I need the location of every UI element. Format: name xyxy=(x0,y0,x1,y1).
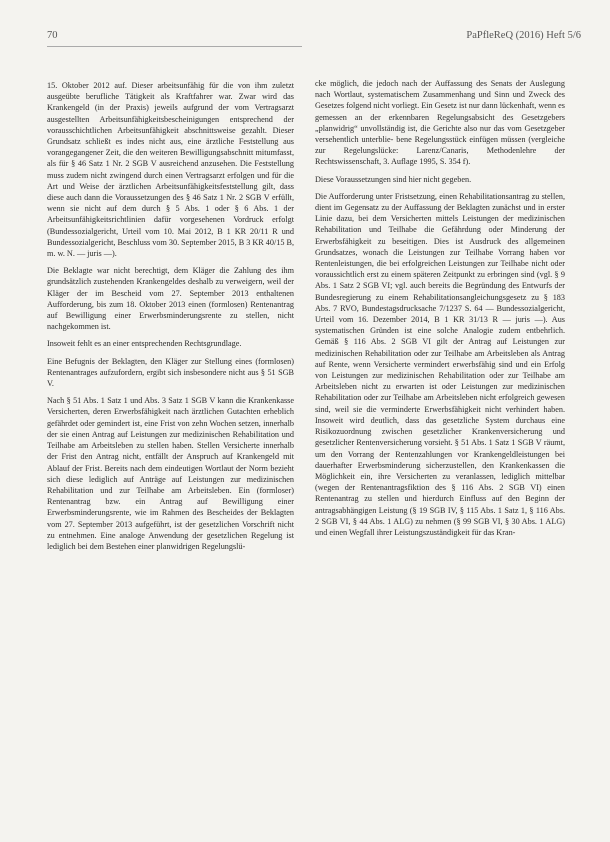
paragraph: Nach § 51 Abs. 1 Satz 1 und Abs. 3 Satz 1 SGB V kann die Krankenkasse Versicherten, deren Erwerbsfähigkeit nach ärztlichen Gutachten erheblich gefährdet oder gemindert ist, eine Frist von zehn Wochen setzen, innerhalb der sie einen Antrag auf Leistungen zur medizinischen Rehabilitation und Teilhabe am Arbeitsleben zu stellen haben. Stellen Versicherte innerhalb der Frist den Antrag nicht, entfällt der Anspruch auf Krankengeld mit Ablauf der Frist. Bereits nach dem eindeutigen Wortlaut der Norm bezieht sich diese lediglich auf Anträge auf Leistungen zur medizinischen Rehabilitation und zur Teilhabe am Arbeitsleben. Ein (formloser) Rentenantrag bzw. ein Antrag auf Bewilligung einer Erwerbsminderungsrente, wie im Rahmen des Bescheides der Beklagten vom 27. September 2013 aufgeführt, ist der gesetzlichen Vorschrift nicht zu entnehmen. Eine analoge Anwendung der gesetzlichen Regelung ist lediglich bei dem Bestehen einer planwidrigen Regelungslü- xyxy=(47,396,294,551)
left-column xyxy=(47,80,294,558)
paragraph: cke möglich, die jedoch nach der Auffassung des Senats der Auslegung nach Wortlaut, systematischem Zusammenhang und Sinn und Zweck des Gesetzes folgend nicht vorliegt. Ein Gesetz ist nur dann lückenhaft, wenn es gemessen an der erkennbaren Regelungsabsicht des Gesetzgebers „planwidrig“ unvollständig ist, die Gerichte also nur das vom Gesetzgeber versehentlich unterblie- bene Regelungsstück einfügen müssen (vergleiche zur Regelungslücke: Larenz/Canaris, Methodenlehre der Rechtswissenschaft, 3. Auflage 1995, S. 354 f). xyxy=(315,79,565,167)
paragraph: Eine Befugnis der Beklagten, den Kläger zur Stellung eines (formlosen) Rentenantrages aufzufordern, ergibt sich insbesondere nicht aus § 51 SGB V. xyxy=(47,356,294,389)
page-number: 70 xyxy=(47,30,58,41)
journal-info: PaPfleReQ (2016) Heft 5/6 xyxy=(466,30,581,41)
paragraph: Die Aufforderung unter Fristsetzung, einen Rehabilitationsantrag zu stellen, dient im Gegensatz zu der Auffassung der Beklagten zunächst und in erster Linie dazu, bei dem Versicherten mittels Leistungen der medizinischen Rehabilitation und Teilhabe die Gefährdung oder Minderung der Erwerbsfähigkeit zu beseitigen. Dies ist Ausdruck des allgemeinen Grundsatzes, wonach die Leistungen zur Teilhabe Vorrang haben vor Rentenleistungen, die bei erfolgreichen Leistungen zur Teilhabe nicht oder voraussichtlich erst zu einem späteren Zeitpunkt zu erbringen sind (vgl. § 9 Abs. 1 Satz 2 SGB VI; vgl. auch bereits die Begründung des Entwurfs der Bundesregierung zu einem Rehabilitationsangleichungsgesetz zu § 183 Abs. 7 RVO, Bundestagsdrucksache 7/1237 S. 64 — Bundessozialgericht, Urteil vom 16. Dezember 2014, B 1 KR 31/13 R — juris —). Aus systematischen Gründen ist eine solche Analogie zudem entbehrlich. Gemäß § 116 Abs. 2 SGB VI gilt der Antrag auf Leistungen zur medizinischen Rehabilitation oder zur Teilhabe am Arbeitsleben als Antrag auf Rente, wenn Versicherte vermindert erwerbsfähig sind und ein Erfolg von Leistungen zur medizinischen Rehabilitation oder zur Teilhabe am Arbeitsleben nicht zu erwarten ist oder Leistungen zur medizinischen Rehabilitation oder zur Teilhabe am Arbeitsleben nicht erfolgreich gewesen sind, weil sie die verminderte Erwerbsfähigkeit nicht verhindert haben. Insoweit wird deutlich, dass das gesetzliche System durchaus eine Risikozuordnung zwischen gesetzlicher Krankenversicherung und gesetzlicher Rentenversicherung vorsieht. § 51 Abs. 1 Satz 1 SGB V räumt, um den Vorrang der Rentenzahlungen vor Krankengeldleistungen bei dauerhafter Erwerbsminderung sicherzustellen, den Krankenkassen die Möglichkeit ein, ihre Versicherten zu veranlassen, lediglich mittelbar (wegen der Rentenantragsfiktion des § 116 Abs. 2 SGB VI) einen Rentenantrag zu stellen und hierdurch Einfluss auf den Beginn der antragsabhängigen Leistung (§ 19 SGB IV, § 115 Abs. 1 Satz 1, § 116 Abs. 2 SGB VI, § 44 Abs. 1 ALG) zu nehmen (§ 99 SGB VI, § 30 Abs. 1 ALG) und einen Wegfall ihrer Leistungszuständigkeit für das Kran- xyxy=(315,191,565,537)
header-rule xyxy=(47,46,302,47)
paragraph: Diese Voraussetzungen sind hier nicht gegeben. xyxy=(315,174,472,184)
paragraph: Die Beklagte war nicht berechtigt, dem Kläger die Zahlung des ihm grundsätzlich zustehenden Krankengeldes deshalb zu verweigern, weil der Kläger der im Bescheid vom 27. September 2013 enthaltenen Aufforderung, bis zum 18. Oktober 2013 einen (formlosen) Rentenantrag auf Bewilligung einer Erwerbsminderungsrente zu stellen, nicht nachgekommen ist. xyxy=(47,266,294,332)
paragraph: Insoweit fehlt es an einer entsprechenden Rechtsgrundlage. xyxy=(47,339,242,349)
right-column xyxy=(315,78,565,544)
paragraph: 15. Oktober 2012 auf. Dieser arbeitsunfähig für die von ihm zuletzt ausgeübte berufliche Tätigkeit als Kraftfahrer war. Zwar wird das Krankengeld (in der Praxis) jeweils aufgrund der vom Vertragsarzt ausgestellten Arbeitsunfähigkeitsbescheinigungen entsprechend der vorausschichtlichen Arbeitsunfähigkeit abschnittsweise gezahlt. Dieser Grundsatz schließt es indes nicht aus, eine ärztliche Feststellung aus vorangegangener Zeit, die den weiteren Bewilligungsabschnitt mitumfasst, als für § 46 Satz 1 Nr. 2 SGB V ausreichend anzusehen. Die Feststellung muss zudem nicht zwingend durch einen Vertragsarzt erfolgen und für die Art und Weise der ärztlichen Arbeitsunfähigkeitsfeststellung gilt, dass diese auch dann die Voraussetzungen des § 46 Satz 1 Nr. 2 SGB V erfüllt, wenn sie nicht auf dem durch § 5 Abs. 1 oder § 6 Abs. 1 der Arbeitsunfähigkeitsrichtlinien dafür vorgesehenen Vordruck erfolgt (Bundessozialgericht, Urteil vom 10. Mai 2012, B 1 KR 20/11 R und Bundessozialgericht, Beschluss vom 30. September 2015, B 3 KR 40/15 B, m. w. N. — juris —). xyxy=(47,81,294,259)
